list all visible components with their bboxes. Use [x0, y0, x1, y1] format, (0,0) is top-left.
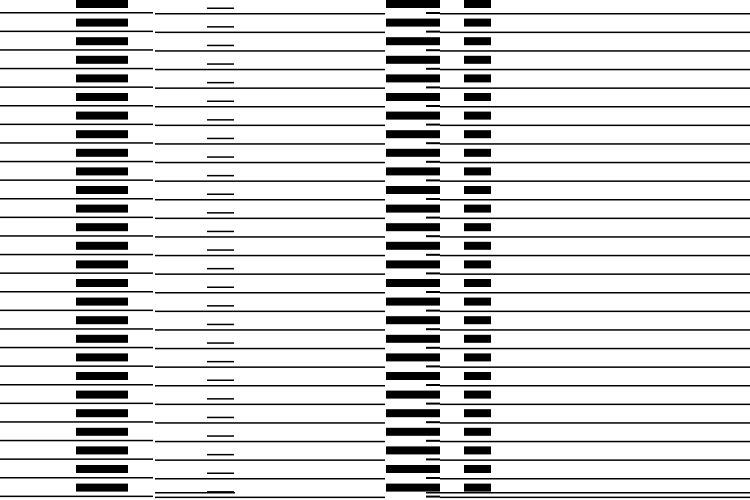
right-block-small: [464, 353, 491, 361]
notch-rule: [426, 86, 440, 88]
middle-rule: [155, 125, 385, 127]
short-dash: [207, 212, 234, 214]
right-block-small: [464, 167, 491, 175]
left-rule: [0, 12, 153, 14]
right-rule: [440, 143, 750, 145]
middle-rule: [155, 478, 385, 480]
short-dash: [207, 194, 234, 196]
right-block-small: [464, 130, 491, 138]
right-block-small: [464, 372, 491, 380]
right-block-small: [464, 56, 491, 64]
notch-rule: [426, 328, 440, 330]
notch-rule: [426, 310, 440, 312]
middle-rule: [155, 404, 385, 406]
right-block-large: [386, 484, 440, 492]
right-rule: [440, 422, 750, 424]
left-rule: [0, 198, 153, 200]
right-rule: [440, 497, 750, 499]
short-dash: [207, 361, 234, 363]
middle-rule: [155, 329, 385, 331]
left-rule: [0, 235, 153, 237]
short-dash: [207, 380, 234, 382]
right-block-small: [464, 279, 491, 287]
right-rule: [440, 162, 750, 164]
left-block: [76, 428, 128, 436]
short-dash: [207, 119, 234, 121]
right-block-small: [464, 149, 491, 157]
short-dash: [207, 398, 234, 400]
left-block: [76, 37, 128, 45]
right-block-large: [386, 242, 440, 250]
right-block-small: [464, 19, 491, 27]
middle-rule: [155, 366, 385, 368]
notch-rule: [426, 458, 440, 460]
left-rule: [0, 310, 153, 312]
short-dash: [207, 305, 234, 307]
right-block-large: [386, 428, 440, 436]
left-block: [76, 130, 128, 138]
middle-rule: [155, 50, 385, 52]
right-rule: [440, 32, 750, 33]
left-block: [76, 74, 128, 82]
left-rule: [0, 105, 153, 107]
middle-rule: [155, 13, 385, 15]
short-dash: [207, 8, 234, 10]
left-block: [76, 409, 128, 417]
left-rule: [0, 68, 153, 70]
short-dash: [207, 63, 234, 65]
right-rule: [440, 329, 750, 331]
short-dash: [207, 342, 234, 344]
right-rule: [440, 255, 750, 256]
notch-rule: [426, 403, 440, 405]
middle-rule: [155, 32, 385, 33]
short-dash: [207, 231, 234, 233]
notch-rule: [426, 421, 440, 423]
right-block-small: [464, 428, 491, 436]
notch-rule: [426, 68, 440, 70]
right-block-small: [464, 465, 491, 473]
left-block: [76, 149, 128, 157]
left-block: [76, 56, 128, 64]
left-rule: [0, 384, 153, 386]
notch-rule: [426, 198, 440, 200]
short-dash: [207, 156, 234, 158]
short-dash: [207, 45, 234, 47]
right-block-large: [386, 167, 440, 175]
right-rule: [440, 180, 750, 182]
right-block-small: [464, 112, 491, 120]
left-rule: [0, 365, 153, 367]
short-dash: [207, 454, 234, 456]
right-block-large: [386, 279, 440, 287]
right-block-small: [464, 223, 491, 231]
right-block-small: [464, 446, 491, 454]
right-rule: [440, 50, 750, 52]
bottom-rule: [155, 492, 235, 494]
right-block-small: [464, 93, 491, 101]
left-block: [76, 353, 128, 361]
notch-rule: [426, 347, 440, 349]
notch-rule: [426, 161, 440, 163]
short-dash: [207, 287, 234, 289]
left-block: [76, 298, 128, 306]
short-dash: [207, 473, 234, 475]
notch-rule: [426, 105, 440, 107]
right-block-small: [464, 205, 491, 213]
middle-rule: [155, 385, 385, 387]
short-dash: [207, 417, 234, 419]
right-block-large: [386, 19, 440, 27]
right-block-small: [464, 0, 491, 8]
short-dash: [207, 138, 234, 140]
bottom-rule-right: [426, 492, 750, 494]
left-rule: [0, 124, 153, 126]
right-block-small: [464, 298, 491, 306]
left-block: [76, 19, 128, 27]
short-dash: [207, 82, 234, 84]
right-rule: [440, 385, 750, 387]
left-rule: [0, 142, 153, 144]
right-rule: [440, 404, 750, 406]
short-dash: [207, 101, 234, 103]
left-rule: [0, 347, 153, 349]
right-block-large: [386, 205, 440, 213]
right-block-large: [386, 298, 440, 306]
middle-rule: [155, 255, 385, 256]
left-block: [76, 391, 128, 399]
short-dash: [207, 249, 234, 251]
notch-rule: [426, 124, 440, 126]
right-block-large: [386, 56, 440, 64]
right-rule: [440, 69, 750, 71]
middle-rule: [155, 180, 385, 182]
left-block: [76, 260, 128, 268]
right-block-large: [386, 149, 440, 157]
right-rule: [440, 366, 750, 368]
left-rule: [0, 477, 153, 479]
notch-rule: [426, 31, 440, 33]
right-block-small: [464, 409, 491, 417]
right-block-large: [386, 372, 440, 380]
left-block: [76, 279, 128, 287]
left-rule: [0, 86, 153, 88]
left-block: [76, 167, 128, 175]
right-block-small: [464, 186, 491, 194]
middle-rule: [155, 422, 385, 424]
right-block-small: [464, 242, 491, 250]
left-rule: [0, 421, 153, 423]
left-block: [76, 316, 128, 324]
right-rule: [440, 311, 750, 313]
notch-rule: [426, 49, 440, 51]
notch-rule: [426, 291, 440, 293]
right-block-large: [386, 316, 440, 324]
right-rule: [440, 218, 750, 220]
left-rule: [0, 458, 153, 460]
left-rule: [0, 291, 153, 293]
left-rule: [0, 31, 153, 32]
notch-rule: [426, 235, 440, 237]
right-block-large: [386, 335, 440, 343]
middle-rule: [155, 87, 385, 89]
short-dash: [207, 324, 234, 326]
right-block-large: [386, 130, 440, 138]
left-block: [76, 205, 128, 213]
short-dash: [207, 175, 234, 177]
left-block: [76, 465, 128, 473]
middle-rule: [155, 218, 385, 220]
left-block: [76, 223, 128, 231]
middle-rule: [155, 459, 385, 461]
left-rule: [0, 49, 153, 51]
right-rule: [440, 236, 750, 238]
notch-rule: [426, 12, 440, 14]
right-block-large: [386, 112, 440, 120]
right-rule: [440, 125, 750, 127]
right-block-small: [464, 391, 491, 399]
left-rule: [0, 272, 153, 274]
middle-rule: [155, 273, 385, 275]
short-dash: [207, 26, 234, 28]
left-block: [76, 93, 128, 101]
left-block: [76, 0, 128, 8]
left-block: [76, 242, 128, 250]
left-rule: [0, 440, 153, 442]
middle-rule: [155, 292, 385, 294]
right-block-large: [386, 74, 440, 82]
middle-rule: [155, 236, 385, 238]
notch-rule: [426, 272, 440, 274]
right-block-small: [464, 74, 491, 82]
notch-rule: [426, 142, 440, 144]
right-rule: [440, 441, 750, 443]
right-block-large: [386, 446, 440, 454]
middle-rule: [155, 162, 385, 164]
notch-rule: [426, 477, 440, 479]
right-block-large: [386, 409, 440, 417]
middle-rule: [155, 106, 385, 108]
left-block: [76, 335, 128, 343]
right-block-large: [386, 465, 440, 473]
middle-rule: [155, 69, 385, 71]
notch-rule: [426, 217, 440, 219]
right-block-large: [386, 0, 440, 8]
right-block-large: [386, 353, 440, 361]
notch-rule: [426, 254, 440, 256]
right-block-small: [464, 260, 491, 268]
right-block-large: [386, 93, 440, 101]
short-dash: [207, 268, 234, 270]
left-block: [76, 446, 128, 454]
left-rule: [0, 496, 153, 498]
middle-rule: [155, 497, 385, 499]
right-rule: [440, 199, 750, 201]
notch-rule: [426, 179, 440, 181]
right-rule: [440, 13, 750, 15]
left-rule: [0, 328, 153, 330]
left-block: [76, 372, 128, 380]
left-block: [76, 186, 128, 194]
right-rule: [440, 273, 750, 275]
left-rule: [0, 217, 153, 219]
left-rule: [0, 254, 153, 256]
right-block-small: [464, 37, 491, 45]
right-rule: [440, 478, 750, 480]
right-rule: [440, 348, 750, 350]
right-block-large: [386, 391, 440, 399]
right-block-small: [464, 316, 491, 324]
right-block-small: [464, 484, 491, 492]
right-rule: [440, 459, 750, 461]
short-dash: [207, 435, 234, 437]
left-block: [76, 484, 128, 492]
middle-rule: [155, 441, 385, 443]
left-rule: [0, 403, 153, 405]
middle-rule: [155, 143, 385, 145]
right-block-large: [386, 37, 440, 45]
notch-rule: [426, 440, 440, 442]
middle-rule: [155, 348, 385, 350]
right-block-large: [386, 260, 440, 268]
notch-rule: [426, 365, 440, 367]
right-block-large: [386, 186, 440, 194]
right-rule: [440, 292, 750, 294]
middle-rule: [155, 199, 385, 201]
middle-rule: [155, 311, 385, 313]
left-rule: [0, 161, 153, 163]
notch-rule: [426, 384, 440, 386]
right-block-large: [386, 223, 440, 231]
right-rule: [440, 87, 750, 89]
notch-rule: [426, 496, 440, 498]
left-block: [76, 112, 128, 120]
right-rule: [440, 106, 750, 108]
right-block-small: [464, 335, 491, 343]
left-rule: [0, 179, 153, 181]
